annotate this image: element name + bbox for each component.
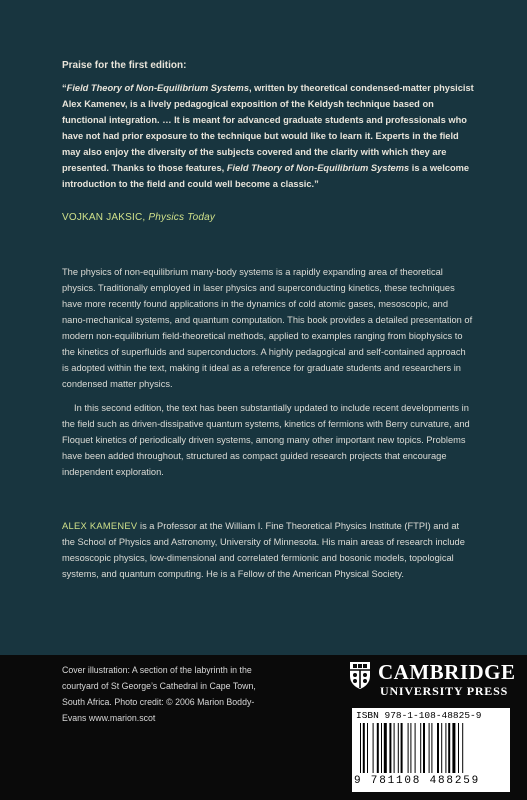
barcode-icon bbox=[358, 723, 504, 773]
isbn-label: ISBN 978-1-108-48825-9 bbox=[356, 710, 482, 721]
author-name: ALEX KAMENEV bbox=[62, 521, 138, 531]
author-bio-text: is a Professor at the William I. Fine Theoretical Physics Institute (FTPI) and at the School of Physics and Astronomy, University of Minnesota. His main areas of research include mesoscopic physics, low-dimensional and correlated fermionic and bosonic models, topological systems, and quantum computing. He is a Fellow of the American Physical Society. bbox=[62, 521, 465, 579]
book-description bbox=[62, 264, 474, 480]
publisher-name: CAMBRIDGE bbox=[378, 660, 516, 684]
cambridge-crest-icon bbox=[348, 660, 372, 690]
barcode-digits: 9 781108 488259 bbox=[354, 775, 481, 787]
reviewer-credit bbox=[62, 212, 215, 223]
publisher-subname: UNIVERSITY PRESS bbox=[380, 684, 509, 698]
description-paragraph-2: In this second edition, the text has been substantially updated to include recent developments in the field such as driven-dissipative quantum systems, kinetics of fermions with Berry curvature, and Floquet kinetics of periodically driven systems, among many other important new topics. Problems have been added throughout, structured as compact guided research projects that encourage independent exploration. bbox=[62, 403, 470, 477]
praise-heading: Praise for the first edition: bbox=[62, 60, 187, 71]
quote-text-part1: , written by theoretical condensed-matter physicist Alex Kamenev, is a lively pedagogical exposition of the Keldysh technique based on functional integration. … It is meant for advanced graduate students and professionals who have not had prior exposure to the technique but would like to learn it. Experts in the field may also enjoy the diversity of the subjects covered and the clarity with which they are presented. Thanks to those features, bbox=[62, 83, 474, 173]
reviewer-source: Physics Today bbox=[148, 212, 216, 223]
quote-open-mark: “ bbox=[62, 83, 67, 93]
reviewer-name: VOJKAN JAKSIC, bbox=[62, 212, 149, 223]
quote-text-part2: is a welcome introduction to the field and could well become a classic.” bbox=[62, 163, 470, 189]
book-title-italic-repeat: Field Theory of Non-Equilibrium Systems bbox=[226, 163, 410, 173]
publisher-logo bbox=[348, 660, 518, 706]
author-bio bbox=[62, 518, 474, 582]
cover-credit: Cover illustration: A section of the labyrinth in the courtyard of St George’s Cathedral in Cape Town, South Africa. Photo credit: © 2006 Marion Boddy-Evans www.marion.scot bbox=[62, 665, 256, 723]
praise-quote bbox=[62, 80, 474, 192]
book-title-italic: Field Theory of Non-Equilibrium Systems bbox=[66, 83, 249, 93]
barcode-panel bbox=[352, 708, 510, 792]
description-paragraph-1: The physics of non-equilibrium many-body systems is a rapidly expanding area of theoretical physics. Traditionally employed in laser physics and superconducting kinetics, these techniques have more recently found applications in the dynamics of cold atomic gases, mesoscopic, and nano-mechanical systems, and quantum computation. This book provides a detailed presentation of modern non-equilibrium field-theoretical methods, applied to examples ranging from biophysics to the kinetics of superfluids and superconductors. A highly pedagogical and self-contained approach is adopted within the text, making it ideal as a reference for graduate students and researchers in condensed matter physics. bbox=[62, 267, 473, 389]
